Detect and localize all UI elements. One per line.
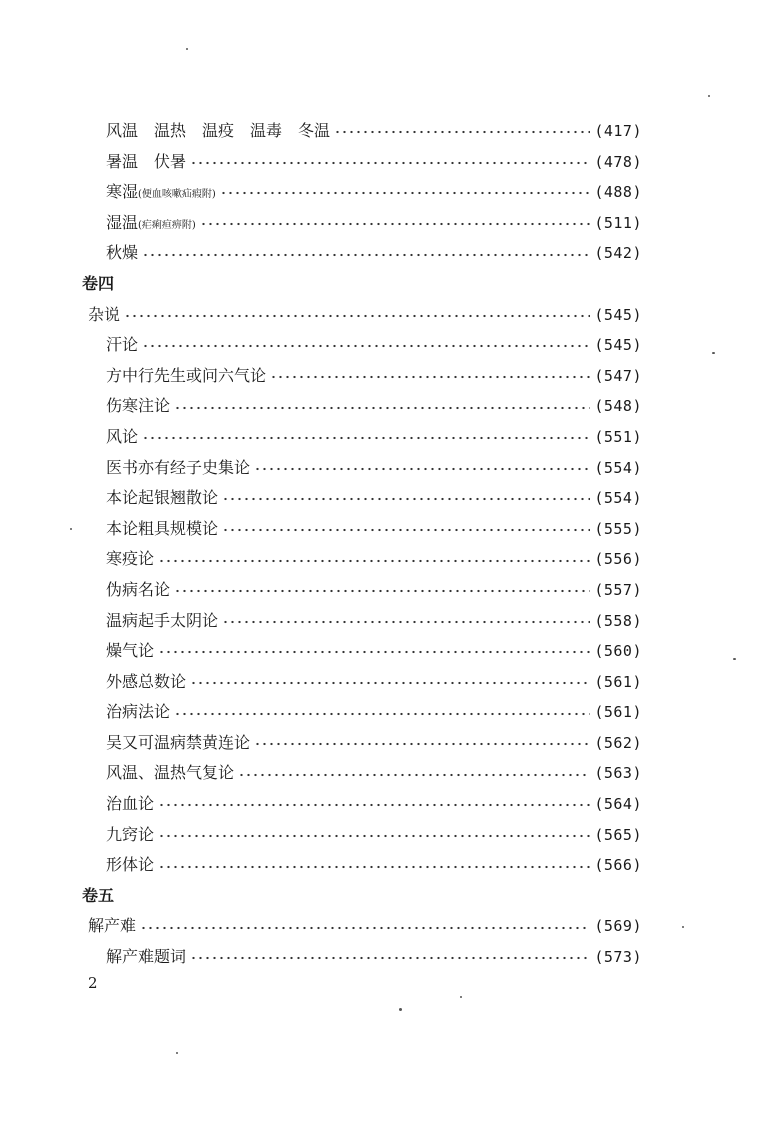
scan-speck (70, 528, 72, 530)
toc-entry (82, 606, 642, 637)
toc-entry (82, 942, 642, 973)
dot-leader (158, 859, 590, 873)
entry-title: 治血论 (106, 794, 155, 814)
entry-title: 燥气论 (106, 641, 155, 661)
entry-note: (疟痢疸痹附) (138, 219, 196, 231)
entry-page: (417) (594, 122, 642, 140)
dot-leader (270, 369, 590, 383)
toc-entry (82, 147, 642, 178)
entry-title: 本论起银翘散论 (106, 488, 219, 508)
entry-title: 杂说 (88, 304, 121, 324)
toc-entry (82, 789, 642, 820)
table-of-contents (82, 116, 642, 973)
dot-leader (158, 797, 590, 811)
scan-speck (708, 95, 710, 97)
dot-leader (222, 614, 590, 628)
toc-entry (82, 758, 642, 789)
toc-entry (82, 820, 642, 851)
entry-page: (542) (594, 244, 642, 263)
entry-title: 温病起手太阴论 (106, 610, 219, 630)
entry-page: (478) (594, 152, 642, 171)
dot-leader (222, 522, 590, 536)
toc-entry (82, 422, 642, 453)
toc-entry (82, 330, 642, 361)
toc-entry (82, 544, 642, 575)
entry-page: (564) (594, 795, 642, 814)
toc-entry (82, 911, 642, 942)
toc-entry (82, 483, 642, 514)
dot-leader (190, 675, 590, 689)
entry-page: (554) (594, 489, 642, 508)
entry-page: (557) (594, 580, 642, 599)
dot-leader (220, 185, 591, 199)
entry-page: (562) (594, 733, 642, 752)
entry-title: 风论 (106, 426, 139, 446)
entry-title: 伤寒注论 (106, 396, 171, 416)
dot-leader (174, 400, 590, 414)
entry-title: 秋燥 (106, 243, 139, 263)
entry-title: 风温、温热气复论 (106, 763, 235, 783)
dot-leader (124, 308, 590, 322)
toc-entry (82, 116, 642, 147)
entry-page: (548) (594, 397, 642, 416)
entry-page: (569) (594, 917, 642, 936)
toc-entry (82, 667, 642, 698)
entry-title: 本论粗具规模论 (106, 518, 219, 538)
toc-entry (82, 238, 642, 269)
toc-entry (82, 391, 642, 422)
scan-speck (186, 48, 188, 50)
dot-leader (140, 920, 590, 934)
volume-heading (82, 881, 642, 912)
toc-entry (82, 208, 642, 239)
dot-leader (142, 430, 590, 444)
entry-title: 汗论 (106, 335, 139, 355)
scan-speck (682, 926, 684, 928)
entry-page: (545) (594, 305, 642, 324)
toc-entry (82, 850, 642, 881)
entry-page: (563) (594, 764, 642, 783)
entry-title: 风温 温热 温疫 温毒 冬温 (106, 121, 331, 140)
dot-leader (334, 124, 590, 138)
entry-title: 方中行先生或问六气论 (106, 365, 267, 385)
entry-page: (573) (594, 948, 642, 967)
entry-page: (558) (594, 611, 642, 630)
toc-entry (82, 300, 642, 331)
dot-leader (190, 155, 590, 169)
entry-page: (511) (594, 213, 642, 232)
dot-leader (222, 491, 590, 505)
entry-note: (便血咳嗽疝瘕附) (138, 189, 216, 201)
entry-page: (545) (594, 336, 642, 355)
page-number: 2 (88, 974, 98, 992)
entry-page: (561) (594, 672, 642, 691)
toc-entry (82, 514, 642, 545)
entry-title: 医书亦有经子史集论 (106, 457, 251, 477)
entry-title: 湿温 (106, 212, 139, 232)
entry-title: 外感总数论 (106, 671, 187, 691)
entry-title: 寒疫论 (106, 549, 155, 569)
entry-page: (556) (594, 550, 642, 569)
dot-leader (174, 706, 590, 720)
entry-title: 寒湿 (106, 182, 139, 202)
entry-page: (551) (594, 427, 642, 446)
entry-page: (555) (594, 519, 642, 538)
scan-speck (399, 1008, 402, 1011)
toc-entry (82, 575, 642, 606)
toc-entry (82, 697, 642, 728)
scan-speck (733, 658, 736, 660)
dot-leader (238, 767, 590, 781)
toc-entry (82, 728, 642, 759)
entry-title: 治病法论 (106, 702, 171, 722)
volume-title: 卷五 (82, 885, 115, 905)
entry-title: 暑温 伏暑 (106, 151, 187, 171)
entry-title: 吴又可温病禁黄连论 (106, 732, 251, 752)
entry-page: (488) (594, 183, 642, 202)
entry-page: (561) (594, 703, 642, 722)
dot-leader (158, 644, 590, 658)
entry-title: 解产难 (88, 916, 137, 936)
entry-title: 九窍论 (106, 824, 155, 844)
dot-leader (254, 736, 590, 750)
dot-leader (158, 828, 590, 842)
entry-title: 解产难题词 (106, 947, 187, 967)
volume-heading (82, 269, 642, 300)
volume-title: 卷四 (82, 273, 115, 293)
entry-page: (554) (594, 458, 642, 477)
dot-leader (158, 553, 590, 567)
toc-entry (82, 177, 642, 208)
dot-leader (200, 216, 591, 230)
toc-entry (82, 636, 642, 667)
entry-page: (547) (594, 366, 642, 385)
entry-page: (566) (594, 856, 642, 875)
entry-title: 伪病名论 (106, 579, 171, 599)
dot-leader (174, 583, 590, 597)
toc-entry (82, 453, 642, 484)
entry-title: 形体论 (106, 855, 155, 875)
dot-leader (190, 950, 590, 964)
dot-leader (142, 247, 590, 261)
dot-leader (142, 338, 590, 352)
scan-speck (712, 352, 715, 354)
scan-speck (460, 996, 462, 998)
scan-speck (176, 1052, 178, 1054)
entry-page: (560) (594, 642, 642, 661)
toc-entry (82, 361, 642, 392)
dot-leader (254, 461, 590, 475)
entry-page: (565) (594, 825, 642, 844)
